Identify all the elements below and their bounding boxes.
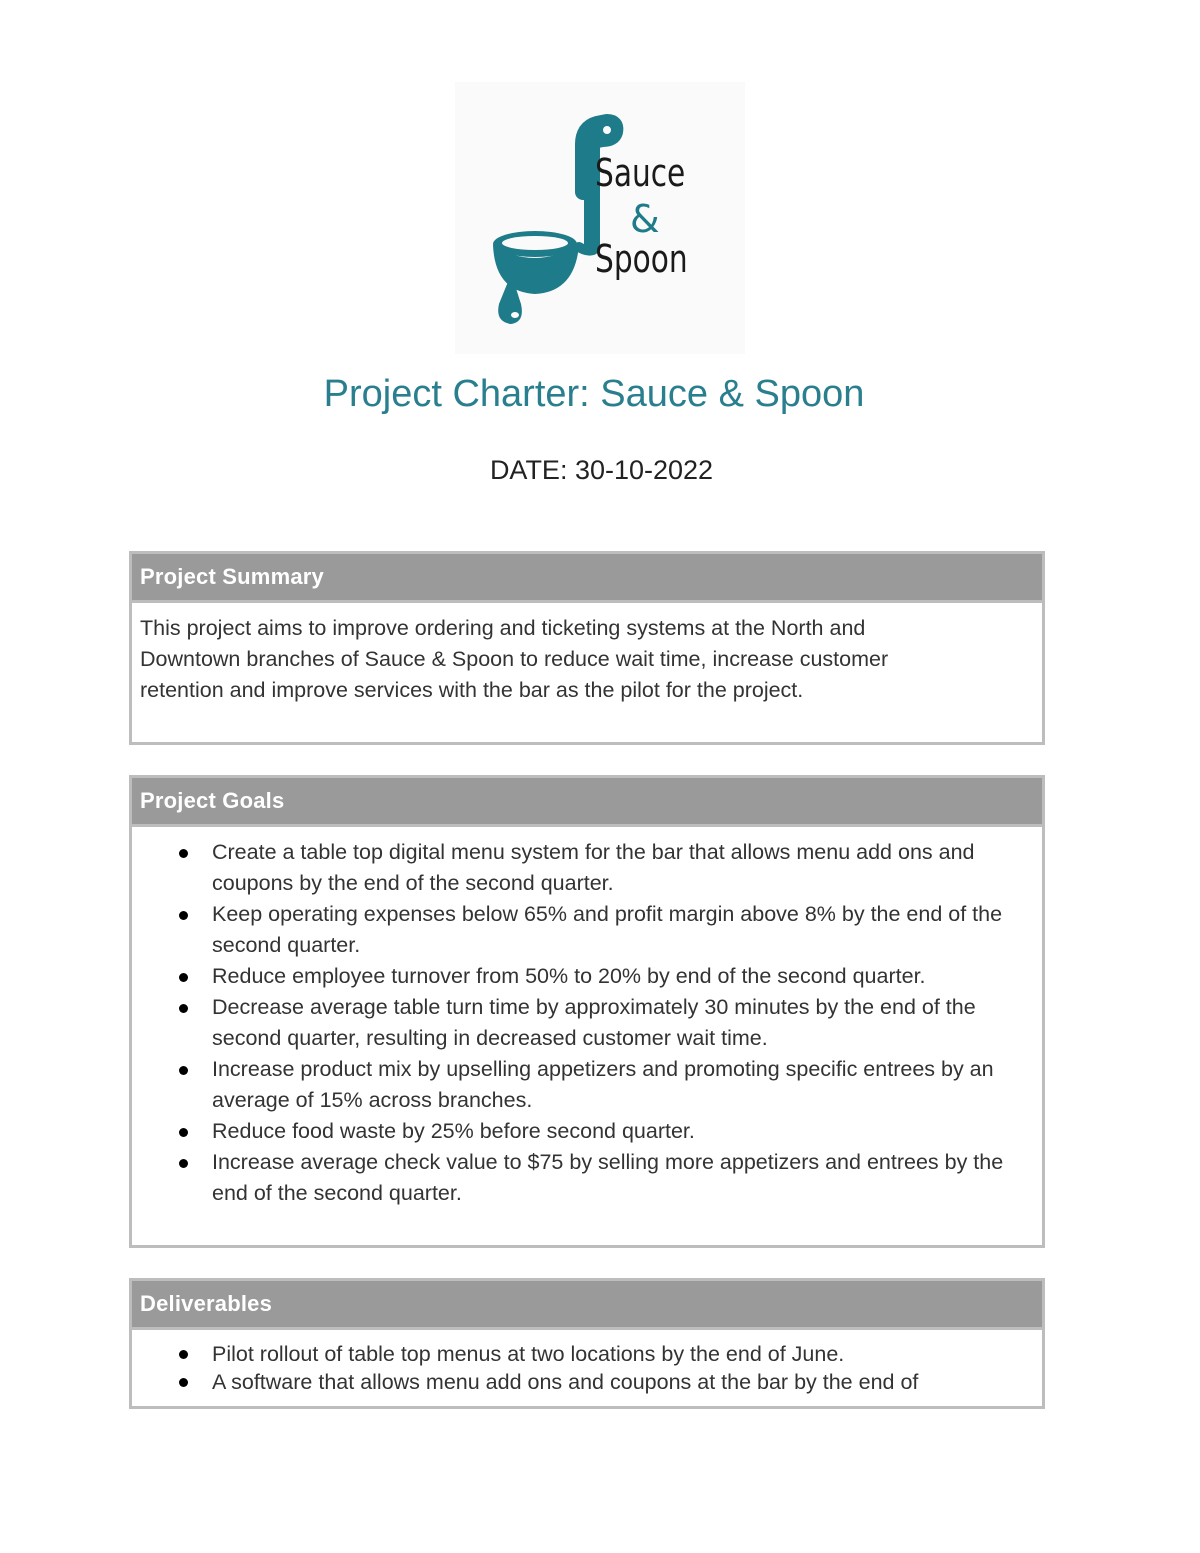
deliverables-section: [129, 1278, 1045, 1409]
goals-list: [140, 837, 1034, 1209]
document-date: DATE: 30-10-2022: [489, 455, 714, 485]
list-item-text: Reduce employee turnover from 50% to 20% by end of the second quarter.: [212, 964, 926, 988]
section-body: [132, 827, 1042, 1209]
list-item-text: Decrease average table turn time by approximately 30 minutes by the end of the second quarter, resulting in decreased customer wait time.: [212, 995, 976, 1050]
bullet-icon: [179, 1066, 188, 1075]
project-summary-section: [129, 551, 1045, 745]
project-goals-section: [129, 775, 1045, 1248]
list-item-text: Keep operating expenses below 65% and profit margin above 8% by the end of the second quarter.: [212, 902, 1003, 957]
list-item: [140, 899, 1034, 961]
list-item: [140, 1340, 1034, 1368]
section-body: [132, 1330, 1042, 1396]
summary-line: retention and improve services with the bar as the pilot for the project.: [140, 678, 804, 702]
list-item-text: Increase average check value to $75 by selling more appetizers and entrees by the end of the second quarter.: [212, 1150, 1004, 1205]
bullet-icon: [179, 1004, 188, 1013]
bullet-icon: [179, 1159, 188, 1168]
list-item: [140, 837, 1034, 899]
page-title: Project Charter: Sauce & Spoon: [323, 373, 865, 415]
bullet-icon: [179, 849, 188, 858]
ladle-icon: [455, 82, 745, 354]
section-header: Deliverables: [132, 1281, 1042, 1330]
logo-ampersand: &: [630, 197, 660, 241]
list-item: [140, 1368, 1034, 1396]
summary-line: This project aims to improve ordering and ticketing systems at the North and: [140, 616, 866, 640]
bullet-icon: [179, 1378, 188, 1387]
company-logo: [455, 82, 745, 354]
summary-line: Downtown branches of Sauce & Spoon to reduce wait time, increase customer: [140, 647, 889, 671]
list-item-text: Reduce food waste by 25% before second quarter.: [212, 1119, 695, 1143]
list-item: [140, 1147, 1034, 1209]
list-item: [140, 961, 1034, 992]
list-item: [140, 1116, 1034, 1147]
section-header: Project Goals: [132, 778, 1042, 827]
logo-word-spoon: Spoon: [595, 237, 688, 281]
list-item-text: A software that allows menu add ons and coupons at the bar by the end of: [212, 1370, 919, 1394]
list-item-text: Pilot rollout of table top menus at two locations by the end of June.: [212, 1342, 845, 1366]
bullet-icon: [179, 1128, 188, 1137]
bullet-icon: [179, 973, 188, 982]
bullet-icon: [179, 911, 188, 920]
section-body: [132, 603, 1042, 706]
list-item: [140, 1054, 1034, 1116]
list-item: [140, 992, 1034, 1054]
logo-word-sauce: Sauce: [595, 151, 686, 195]
deliverables-list: [140, 1340, 1034, 1396]
bullet-icon: [179, 1350, 188, 1359]
list-item-text: Create a table top digital menu system for the bar that allows menu add ons and coupons by the end of the second quarter.: [212, 840, 975, 895]
section-header: Project Summary: [132, 554, 1042, 603]
list-item-text: Increase product mix by upselling appetizers and promoting specific entrees by an average of 15% across branches.: [212, 1057, 994, 1112]
